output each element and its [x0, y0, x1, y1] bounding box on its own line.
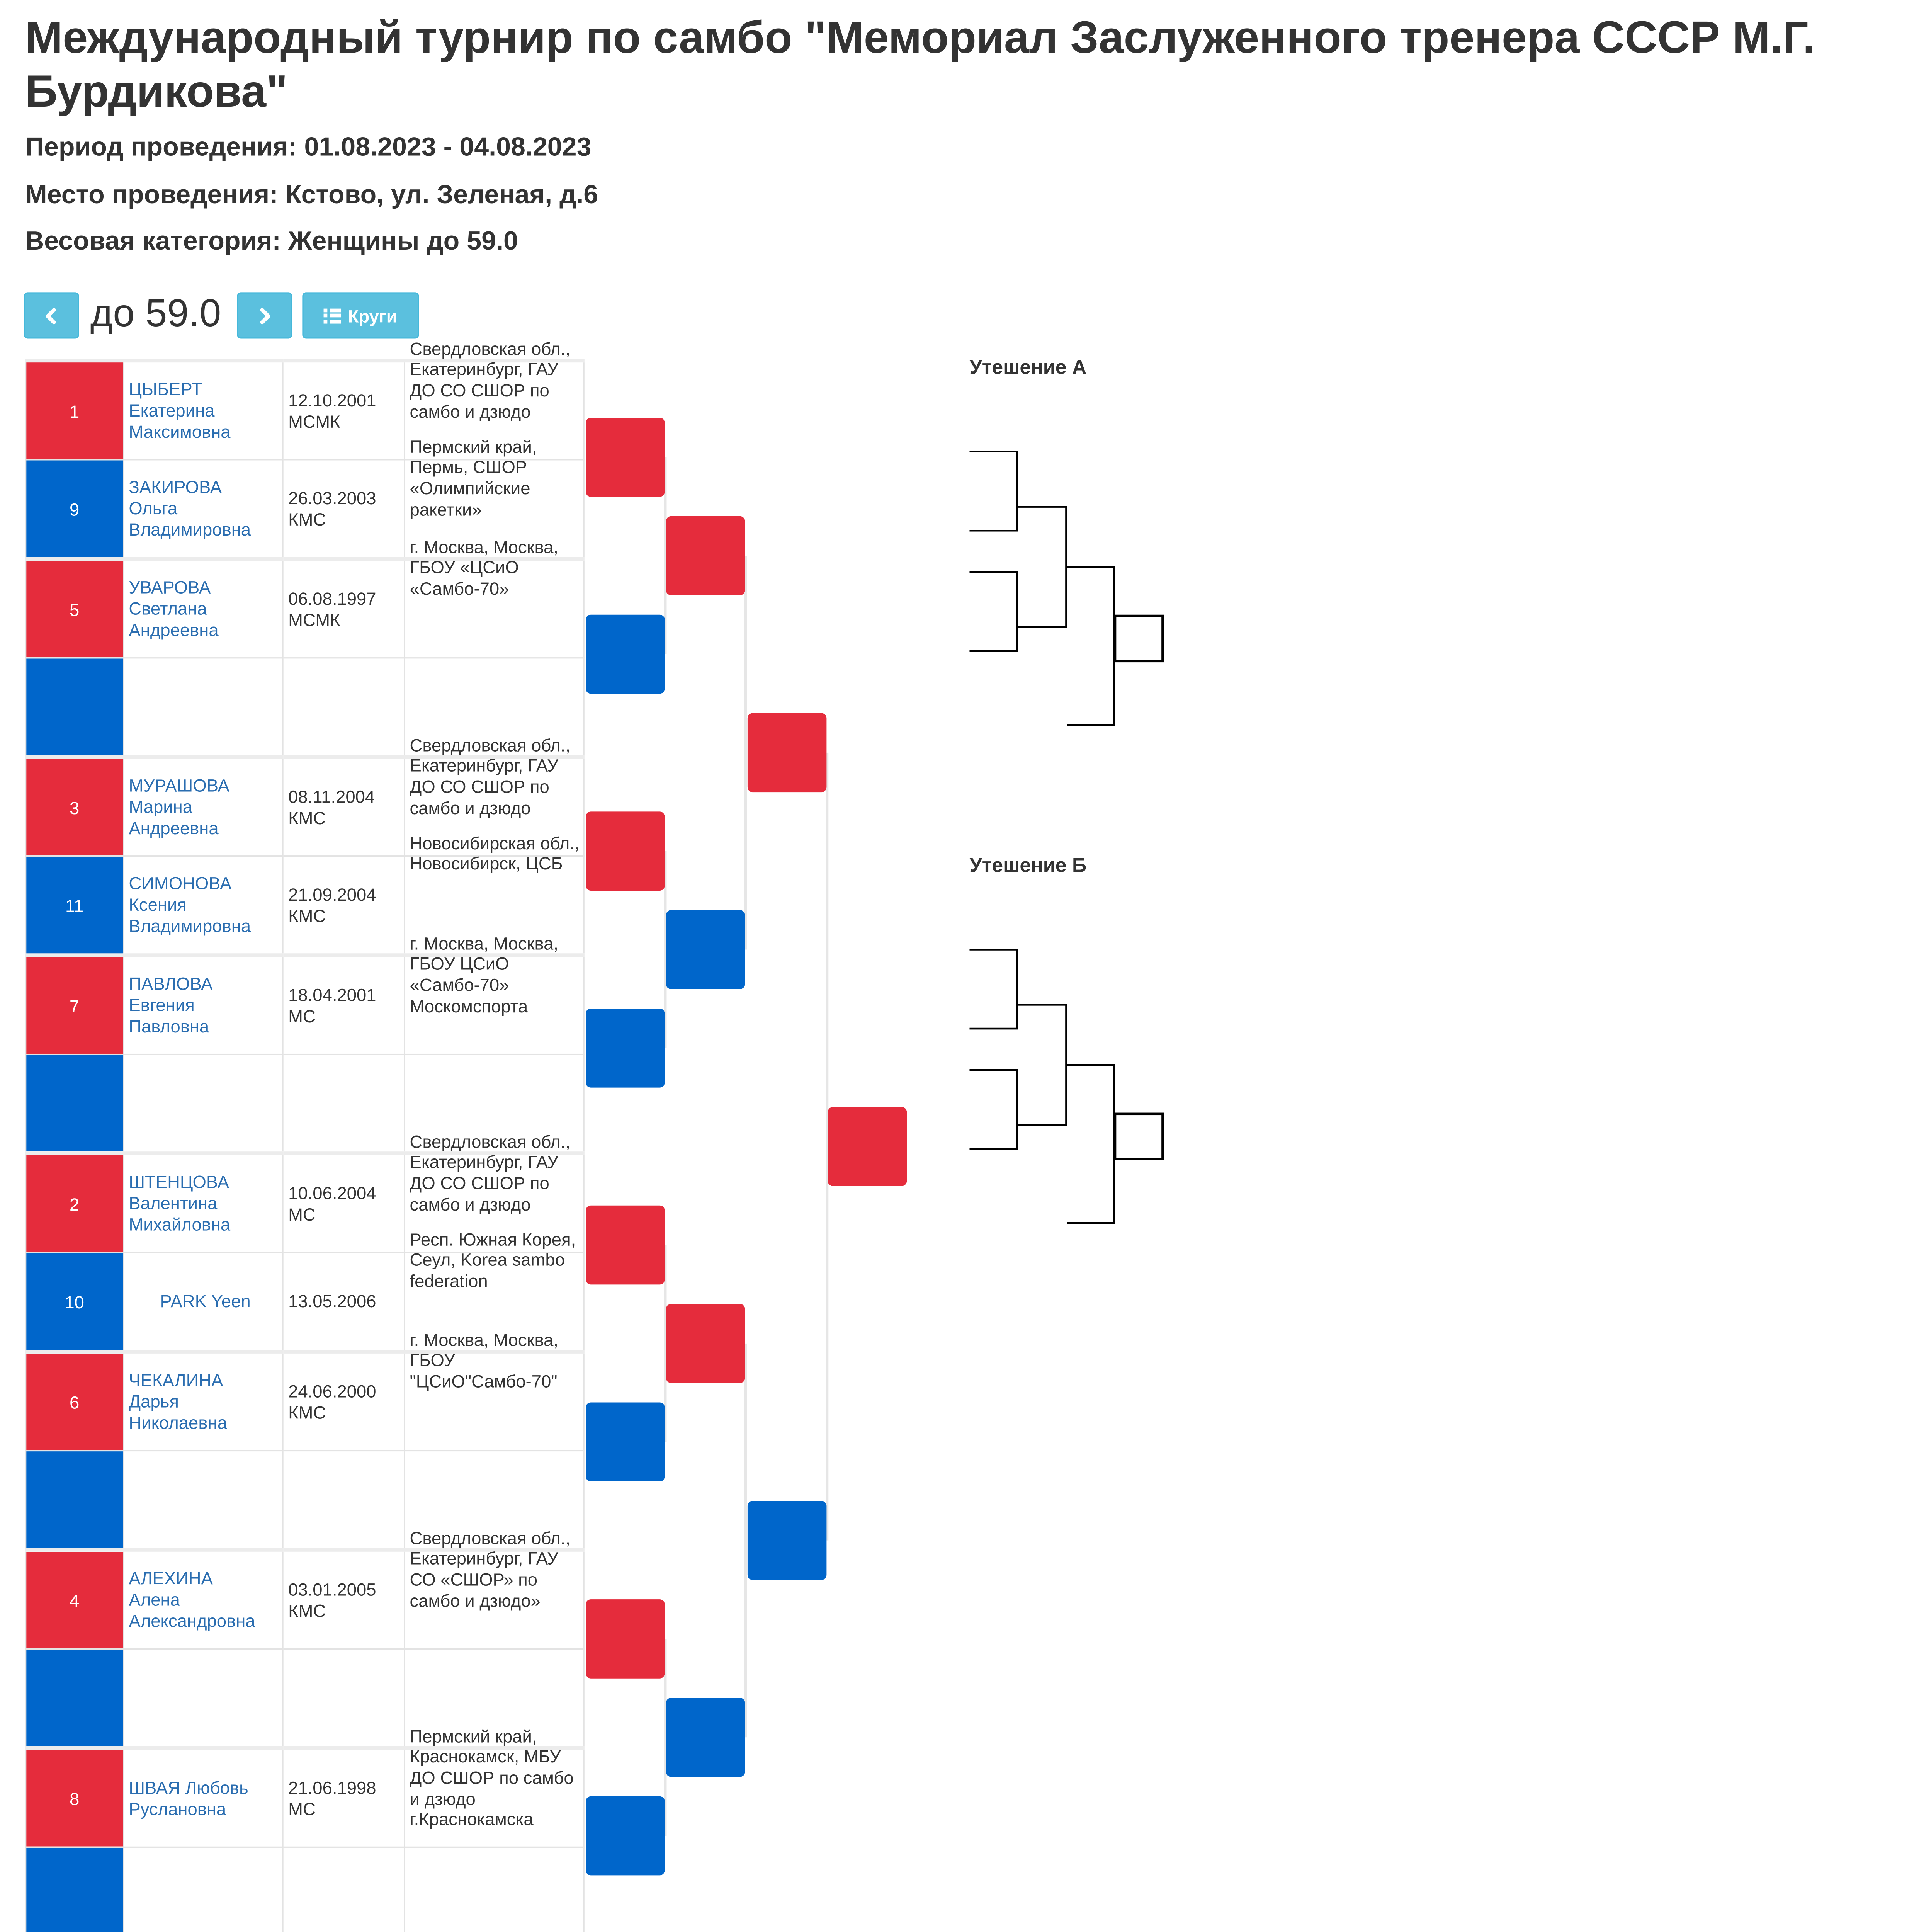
athlete-middle-name[interactable]: Владимировна — [129, 915, 251, 936]
athlete-rank: МС — [288, 1005, 316, 1026]
athlete-last-name[interactable]: ЧЕКАЛИНА — [129, 1370, 223, 1390]
consolation-line — [1066, 1065, 1113, 1223]
athlete-organization-text: г. Москва, Москва, ГБОУ "ЦСиО"Самбо-70" — [410, 1329, 559, 1391]
athlete-dob: 18.04.2001 — [288, 984, 376, 1004]
seed-number: 9 — [26, 460, 123, 559]
athlete-organization-text: г. Москва, Москва, ГБОУ «ЦСиО «Самбо-70» — [410, 536, 559, 599]
consolation-a-label: Утешение А — [969, 357, 1087, 379]
seed-number: 2 — [26, 1153, 123, 1252]
athlete-middle-name[interactable]: Максимовна — [129, 421, 231, 442]
page-title: Международный турнир по самбо "Мемориал Заслуженного тренера СССР М.Г. Бурдикова" — [25, 11, 1815, 117]
athlete-last-name[interactable]: ПАВЛОВА — [129, 973, 213, 994]
consolation-line — [969, 572, 1017, 651]
consolation-line — [969, 950, 1017, 1029]
seed-number: 11 — [26, 856, 123, 955]
consolation-b-label: Утешение Б — [969, 855, 1087, 877]
seed-number: 10 — [26, 1253, 123, 1352]
period-label: Период проведения: — [25, 133, 297, 162]
athlete-rank: МС — [288, 1203, 316, 1224]
athlete-last-name[interactable]: МУРАШОВА — [129, 775, 229, 796]
bracket-match-box[interactable] — [748, 1501, 827, 1580]
consolation-final-box — [1115, 1114, 1163, 1159]
athlete-middle-name[interactable]: Николаевна — [129, 1412, 227, 1433]
athlete-middle-name[interactable]: Андреевна — [129, 818, 219, 838]
bracket-match-box[interactable] — [586, 1796, 665, 1876]
athlete-middle-name[interactable]: Михайловна — [129, 1214, 231, 1235]
bracket-match-box[interactable] — [586, 1599, 665, 1679]
athlete-organization-text: Респ. Южная Корея, Сеул, Korea sambo federation — [410, 1228, 576, 1291]
bracket-match-box[interactable] — [586, 811, 665, 891]
athlete-middle-name[interactable]: Александровна — [129, 1611, 255, 1631]
bracket-match-box[interactable] — [586, 418, 665, 497]
athlete-dob: 21.09.2004 — [288, 884, 376, 904]
bracket-match-box[interactable] — [828, 1107, 907, 1186]
consolation-final-box — [1115, 616, 1163, 661]
bracket-match-box[interactable] — [586, 615, 665, 694]
seed-number: 5 — [26, 559, 123, 658]
bracket-match-box[interactable] — [586, 1402, 665, 1481]
athlete-dob: 10.06.2004 — [288, 1182, 376, 1202]
athlete-first-name[interactable]: Екатерина — [129, 400, 215, 420]
athlete-organization-text: Пермский край, Пермь, СШОР «Олимпийские ракетки» — [410, 436, 537, 519]
weight-label: Весовая категория: — [25, 227, 281, 256]
bracket-match-box[interactable] — [666, 1698, 745, 1777]
athlete-last-name[interactable]: СИМОНОВА — [129, 873, 232, 893]
athlete-organization-text: Новосибирская обл., Новосибирск, ЦСБ — [410, 832, 580, 874]
seed-number: 4 — [26, 1550, 123, 1649]
place-label: Место проведения: — [25, 180, 278, 210]
athlete-first-name[interactable]: Ксения — [129, 894, 187, 915]
athlete-organization-text: Пермский край, Краснокамск, МБУ ДО СШОР по самбо и дзюдо г.Краснокамска — [410, 1725, 574, 1830]
athlete-dob: 03.01.2005 — [288, 1578, 376, 1599]
athlete-rank: КМС — [288, 905, 326, 925]
athlete-middle-name[interactable]: Павловна — [129, 1016, 209, 1036]
seed-number: 1 — [26, 361, 123, 459]
athlete-first-name[interactable]: Дарья — [129, 1391, 179, 1412]
bracket-match-box[interactable] — [586, 1206, 665, 1285]
athlete-last-name[interactable]: ЦЫБЕРТ — [129, 379, 202, 399]
athlete-first-name[interactable]: Евгения — [129, 995, 195, 1015]
athlete-rank: КМС — [288, 1401, 326, 1422]
athlete-dob: 26.03.2003 — [288, 487, 376, 508]
consolation-line — [969, 452, 1017, 531]
athlete-dob: 21.06.1998 — [288, 1777, 376, 1797]
athlete-last-name[interactable]: УВАРОВА — [129, 577, 211, 597]
athlete-first-name[interactable]: Светлана — [129, 598, 207, 619]
rounds-button-label: Круги — [348, 305, 397, 326]
weight-value: Женщины до 59.0 — [288, 227, 518, 256]
bracket-match-box[interactable] — [586, 1009, 665, 1088]
athlete-last-name[interactable]: PARK Yeen — [160, 1291, 251, 1311]
consolation-line — [969, 1070, 1017, 1149]
consolation-line — [1066, 567, 1113, 725]
seed-number: 8 — [26, 1748, 123, 1847]
seed-number: 3 — [26, 757, 123, 856]
athlete-rank: МСМК — [288, 609, 340, 629]
athlete-middle-name[interactable]: Андреевна — [129, 619, 219, 640]
category-title: до 59.0 — [90, 291, 221, 335]
athlete-organization-text: Свердловская обл., Екатеринбург, ГАУ СО «СШОР» по самбо и дзюдо» — [410, 1527, 571, 1611]
athlete-last-name[interactable]: ЗАКИРОВА — [129, 476, 222, 497]
athlete-organization-text: Свердловская обл., Екатеринбург, ГАУ ДО СО СШОР по самбо и дзюдо — [410, 1131, 571, 1214]
consolation-line — [1017, 507, 1066, 628]
consolation-line — [1017, 1005, 1066, 1125]
athlete-rank: КМС — [288, 509, 326, 529]
athlete-first-name[interactable]: Руслановна — [129, 1798, 226, 1818]
athlete-last-name[interactable]: ШТЕНЦОВА — [129, 1172, 229, 1192]
place-value: Кстово, ул. Зеленая, д.6 — [285, 180, 598, 210]
athlete-dob: 12.10.2001 — [288, 389, 376, 410]
athlete-dob: 06.08.1997 — [288, 587, 376, 608]
athlete-dob: 24.06.2000 — [288, 1380, 376, 1401]
athlete-rank: КМС — [288, 1600, 326, 1620]
bracket-match-box[interactable] — [666, 910, 745, 989]
athlete-rank: КМС — [288, 807, 326, 828]
athlete-middle-name[interactable]: Владимировна — [129, 519, 251, 539]
athlete-rank: МСМК — [288, 411, 340, 431]
athlete-first-name[interactable]: Ольга — [129, 498, 178, 518]
seed-number: 7 — [26, 955, 123, 1054]
athlete-first-name[interactable]: Алена — [129, 1589, 180, 1610]
athlete-dob: 08.11.2004 — [288, 786, 375, 806]
bracket-match-box[interactable] — [748, 713, 827, 793]
athlete-organization-text: Свердловская обл., Екатеринбург, ГАУ ДО СО СШОР по самбо и дзюдо — [410, 734, 571, 818]
athlete-organization-text: Свердловская обл., Екатеринбург, ГАУ ДО СО СШОР по самбо и дзюдо — [410, 338, 571, 421]
athlete-first-name[interactable]: Валентина — [129, 1193, 218, 1213]
athlete-last-name[interactable]: АЛЕХИНА — [129, 1568, 213, 1588]
athlete-organization-text: г. Москва, Москва, ГБОУ ЦСиО «Самбо-70» Москомспорта — [410, 932, 559, 1016]
athlete-rank: МС — [288, 1798, 316, 1818]
seed-number: 6 — [26, 1352, 123, 1451]
bracket-match-box[interactable] — [666, 516, 745, 595]
bracket-match-box[interactable] — [666, 1304, 745, 1383]
athlete-dob: 13.05.2006 — [288, 1291, 376, 1311]
athlete-first-name[interactable]: Марина — [129, 796, 193, 817]
athlete-last-name[interactable]: ШВАЯ Любовь — [129, 1777, 248, 1797]
period-value: 01.08.2023 - 04.08.2023 — [304, 133, 592, 162]
